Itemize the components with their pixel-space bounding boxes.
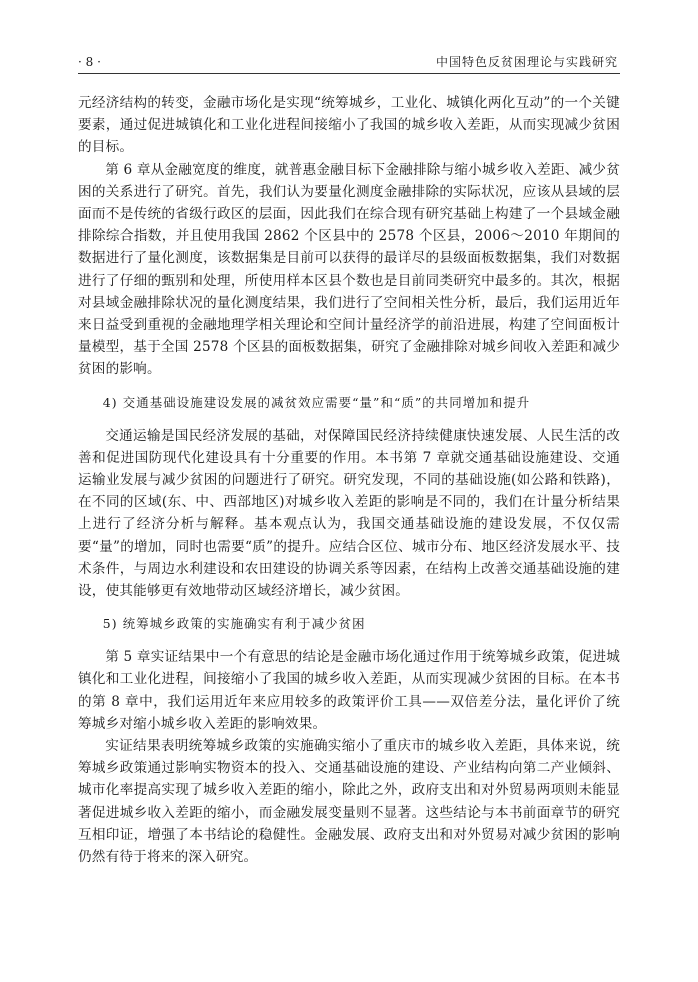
section-heading-5: 5) 统筹城乡政策的实施确实有利于减少贫困 [102,616,366,632]
section-heading-4: 4) 交通基础设施建设发展的减贫效应需要“量”和“质”的共同增加和提升 [102,394,531,410]
header-rule [78,73,620,74]
running-header [78,52,618,72]
paragraph-chapter6: 第 6 章从金融宽度的维度，就普惠金融目标下金融排除与缩小城乡收入差距、减少贫困的关系进行了研究。首先，我们认为要量化测度金融排除的实际状况，应该从县域的层面而不是传统的省级行政区的层面，因此我们在综合现有研究基础上构建了一个县域金融排除综合指数，并且使用我国 2862 个区县中的 2578 个区县，2006～2010 年期间的数据进行了量化测度，该数据集是目前可以获得的最详尽的县级面板数据集，我们对数据进行了仔细的甄别和处理，所使用样本区县个数也是目前同类研究中最多的。其次，根据对县域金融排除状况的量化测度结果，我们进行了空间相关性分析，最后，我们运用近年来日益受到重视的金融地理学相关理论和空间计量经济学的前沿进展，构建了空间面板计量模型，基于全国 2578 个区县的面板数据集，研究了金融排除对城乡间收入差距和减少贫困的影响。 [78,161,620,378]
page-body [78,92,620,868]
paragraph-continued: 元经济结构的转变，金融市场化是实现“统筹城乡，工业化、城镇化两化互动”的一个关键要素，通过促进城镇化和工业化进程间接缩小了我国的城乡收入差距，从而实现减少贫困的目标。 [78,95,620,156]
paragraph-empirical-results: 实证结果表明统筹城乡政策的实施确实缩小了重庆市的城乡收入差距，具体来说，统筹城乡政策通过影响实物资本的投入、交通基础设施的建设、产业结构向第二产业倾斜、城市化率提高实现了城乡收入差距的缩小，除此之外，政府支出和对外贸易两项则未能显著促进城乡收入差距的缩小，而金融发展变量则不显著。这些结论与本书前面章节的研究互相印证，增强了本书结论的稳健性。金融发展、政府支出和对外贸易对减少贫困的影响仍然有待于将来的深入研究。 [78,738,620,866]
book-title: 中国特色反贫困理论与实践研究 [435,55,618,69]
paragraph-chapter7: 交通运输是国民经济发展的基础，对保障国民经济持续健康快速发展、人民生活的改善和促进国防现代化建设具有十分重要的作用。本书第 7 章就交通基础设施建设、交通运输业发展与减少贫困的问题进行了研究。研究发现，不同的基础设施(如公路和铁路)，在不同的区域(东、中、西部地区)对城乡收入差距的影响是不同的，我们在计量分析结果上进行了经济分析与解释。基本观点认为，我国交通基础设施的建设发展，不仅仅需要“量”的增加，同时也需要“质”的提升。应结合区位、城市分布、地区经济发展水平、技术条件，与周边水利建设和农田建设的协调关系等因素，在结构上改善交通基础设施的建设，使其能够更有效地带动区域经济增长，减少贫困。 [78,427,620,600]
page-number: · 8 · [78,55,101,69]
paragraph-chapter5-8: 第 5 章实证结果中一个有意思的结论是金融市场化通过作用于统筹城乡政策，促进城镇化和工业化进程，间接缩小了我国的城乡收入差距，从而实现减少贫困的目标。在本书的第 8 章中，我们运用近年来应用较多的政策评价工具——双倍差分法，量化评价了统筹城乡对缩小城乡收入差距的影响效果。 [78,649,620,732]
